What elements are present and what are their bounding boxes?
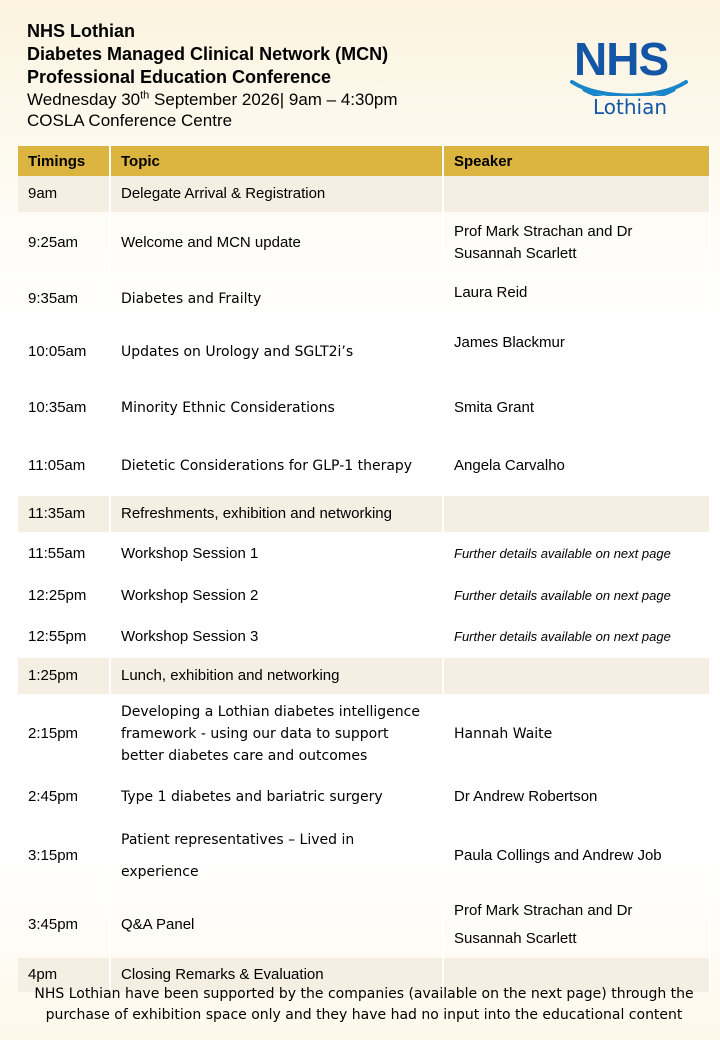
table-row: [18, 436, 710, 496]
table-row: [18, 274, 710, 324]
time-cell: 9:25am: [18, 212, 110, 274]
speaker-cell: Laura Reid: [443, 274, 710, 324]
topic-cell: Updates on Urology and SGLT2i’s: [110, 324, 443, 380]
time-cell: 3:45pm: [18, 892, 110, 958]
table-row: [18, 616, 710, 658]
speaker-note-cell: Further details available on next page: [443, 616, 710, 658]
table-row: [18, 532, 710, 576]
speaker-cell: Paula Collings and Andrew Job: [443, 820, 710, 892]
speaker-cell: [443, 658, 710, 694]
topic-cell: Diabetes and Frailty: [110, 274, 443, 324]
time-cell: 12:25pm: [18, 576, 110, 616]
speaker-cell: Angela Carvalho: [443, 436, 710, 496]
time-cell: 10:35am: [18, 380, 110, 436]
conference-title: Professional Education Conference: [27, 67, 332, 87]
topic-cell: Closing Remarks & Evaluation: [110, 958, 443, 992]
topic-cell: Type 1 diabetes and bariatric surgery: [110, 774, 443, 820]
speaker-cell: Dr Andrew Robertson: [443, 774, 710, 820]
header-topic: Topic: [110, 146, 443, 176]
topic-cell: Dietetic Considerations for GLP-1 therapy: [110, 436, 443, 496]
topic-cell: Patient representatives – Lived in experience: [110, 820, 443, 892]
time-cell: 11:35am: [18, 496, 110, 532]
table-row: [18, 892, 710, 958]
topic-cell: Q&A Panel: [110, 892, 443, 958]
time-cell: 9am: [18, 176, 110, 212]
speaker-cell: Smita Grant: [443, 380, 710, 436]
header-speaker: Speaker: [443, 146, 710, 176]
time-cell: 11:55am: [18, 532, 110, 576]
time-cell: 10:05am: [18, 324, 110, 380]
wave-icon: [570, 70, 688, 96]
event-venue: COSLA Conference Centre: [27, 111, 233, 130]
time-cell: 12:55pm: [18, 616, 110, 658]
speaker-cell: Hannah Waite: [443, 694, 710, 774]
topic-cell: Developing a Lothian diabetes intelligence framework - using our data to support better diabetes care and outcomes: [110, 694, 443, 774]
topic-cell: Minority Ethnic Considerations: [110, 380, 443, 436]
time-cell: 3:15pm: [18, 820, 110, 892]
topic-cell: Refreshments, exhibition and networking: [110, 496, 443, 532]
logo-wordmark: NHS: [574, 33, 669, 85]
network-title: Diabetes Managed Clinical Network (MCN): [27, 44, 389, 64]
speaker-note-cell: Further details available on next page: [443, 576, 710, 616]
table-row: [18, 694, 710, 774]
time-cell: 4pm: [18, 958, 110, 992]
topic-cell: Welcome and MCN update: [110, 212, 443, 274]
speaker-cell: Prof Mark Strachan and Dr Susannah Scarlett: [443, 212, 710, 274]
speaker-cell: [443, 496, 710, 532]
speaker-cell: James Blackmur: [443, 324, 710, 380]
table-row: [18, 380, 710, 436]
nhs-lothian-logo: [566, 33, 692, 126]
speaker-cell: [443, 176, 710, 212]
speaker-note-cell: Further details available on next page: [443, 532, 710, 576]
table-row: [18, 176, 710, 212]
event-date: Wednesday 30th September 2026| 9am – 4:30pm: [27, 89, 398, 109]
topic-cell: Lunch, exhibition and networking: [110, 658, 443, 694]
page-header: [27, 20, 547, 131]
time-cell: 9:35am: [18, 274, 110, 324]
speaker-cell: Prof Mark Strachan and Dr Susannah Scarlett: [443, 892, 710, 958]
table-row: [18, 496, 710, 532]
table-header-row: [18, 146, 710, 176]
topic-cell: Workshop Session 1: [110, 532, 443, 576]
table-row: [18, 774, 710, 820]
time-cell: 2:45pm: [18, 774, 110, 820]
table-row: [18, 820, 710, 892]
header-timings: Timings: [18, 146, 110, 176]
org-title: NHS Lothian: [27, 21, 135, 41]
table-row: [18, 658, 710, 694]
time-cell: 2:15pm: [18, 694, 110, 774]
time-cell: 11:05am: [18, 436, 110, 496]
table-row: [18, 212, 710, 274]
sponsorship-disclaimer: NHS Lothian have been supported by the companies (available on the next page) through the purchase of exhibition space only and they have had no input into the educational content: [34, 986, 694, 1023]
table-row: [18, 576, 710, 616]
logo-region: Lothian: [593, 95, 668, 119]
topic-cell: Workshop Session 3: [110, 616, 443, 658]
time-cell: 1:25pm: [18, 658, 110, 694]
topic-cell: Workshop Session 2: [110, 576, 443, 616]
table-row: [18, 324, 710, 380]
schedule-table: [18, 146, 711, 992]
topic-cell: Delegate Arrival & Registration: [110, 176, 443, 212]
